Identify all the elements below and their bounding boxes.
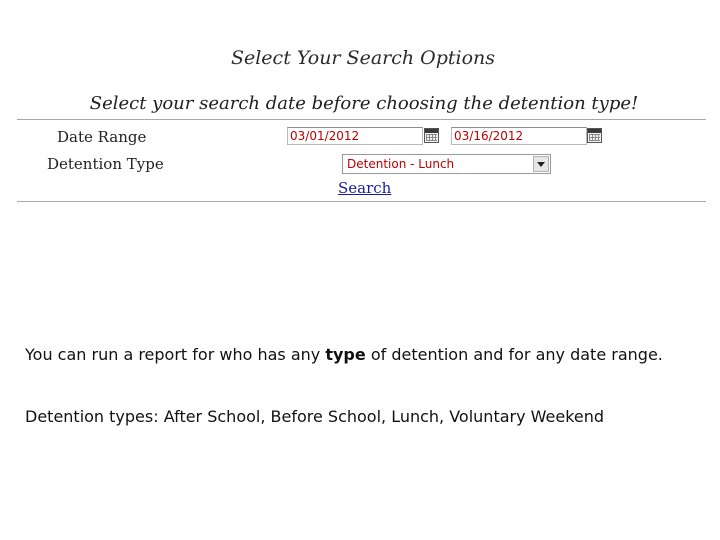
end-date-input[interactable]: [451, 127, 587, 145]
calendar-icon[interactable]: [424, 128, 439, 143]
note-paragraph: [25, 343, 685, 366]
date-range-label: Date Range: [57, 128, 147, 146]
note-text-bold: type: [325, 345, 366, 364]
note-text-end: of detention and for any date range.: [365, 345, 663, 364]
search-link[interactable]: Search: [338, 179, 392, 197]
detention-type-select[interactable]: [342, 154, 551, 174]
chevron-down-icon[interactable]: [533, 156, 549, 172]
page-title: Select Your Search Options: [230, 47, 496, 69]
detention-types-note: Detention types: After School, Before School, Lunch, Voluntary Weekend: [25, 407, 605, 426]
divider-bottom: [17, 201, 706, 202]
search-instruction: Select your search date before choosing the detention type!: [89, 93, 639, 114]
detention-type-label: Detention Type: [47, 155, 164, 173]
divider-top: [17, 119, 706, 120]
start-date-input[interactable]: [287, 127, 423, 145]
note-text-start: You can run a report for who has any: [25, 345, 326, 364]
calendar-icon[interactable]: [587, 128, 602, 143]
detention-type-value: Detention - Lunch: [347, 157, 455, 171]
